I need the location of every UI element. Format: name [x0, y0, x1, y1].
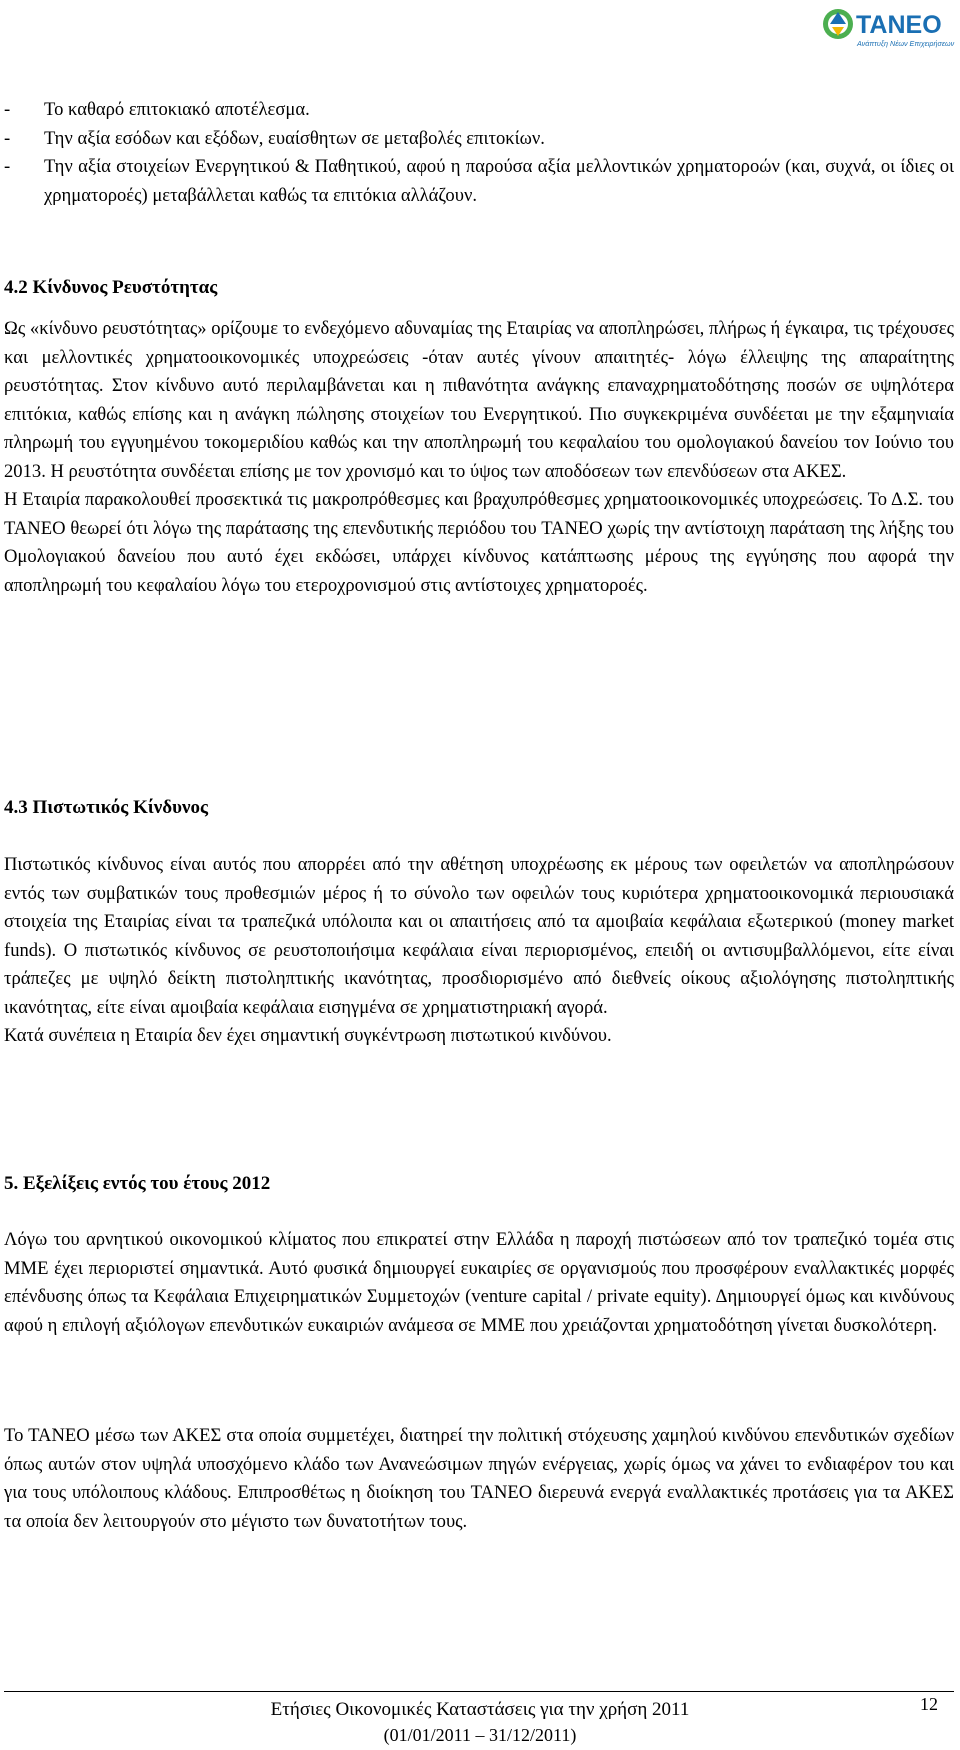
intro-bullet-list	[4, 96, 954, 210]
bullet-item	[4, 125, 954, 154]
paragraph: Πιστωτικός κίνδυνος είναι αυτός που απορρέει από την αθέτηση υποχρέωσης εκ μέρους των οφειλετών να αποπληρώσουν εντός των συμβατικών τους προθεσμιών μέρος ή το σύνολο των οφειλών τους κυριότερα χρηματοοικονομικά περιουσιακά στοιχεία της Εταιρίας είναι τα τραπεζικά υπόλοιπα και οι απαιτήσεις από τα αμοιβαία κεφάλαια εξωτερικού (money market funds). Ο πιστωτικός κίνδυνος σε ρευστοποιήσιμα κεφάλαια είναι περιορισμένος, επειδή οι αντισυμβαλλόμενοι, είτε είναι τράπεζες με υψηλό δείκτη πιστοληπτικής ικανότητας, προσδιορισμένο από διεθνείς οίκους αξιολόγησης πιστοληπτικής ικανότητας, είτε είναι αμοιβαία κεφάλαια εισηγμένα σε χρηματιστηριακή αγορά.	[4, 854, 954, 1018]
logo-tagline: Ανάπτυξη Νέων Επιχειρήσεων	[857, 39, 955, 48]
paragraph: Κατά συνέπεια η Εταιρία δεν έχει σημαντική συγκέντρωση πιστωτικού κινδύνου.	[4, 1025, 612, 1046]
bullet-item	[4, 96, 954, 125]
section-body-5-second	[4, 1422, 954, 1536]
footer-divider	[4, 1691, 954, 1692]
logo-text: TANEO	[856, 11, 942, 39]
paragraph: Η Εταιρία παρακολουθεί προσεκτικά τις μακροπρόθεσμες και βραχυπρόθεσμες χρηματοοικονομικές υποχρεώσεις. Το Δ.Σ. του ΤΑΝΕΟ θεωρεί ότι λόγω της παράτασης της επενδυτικής περιόδου του ΤΑΝΕΟ χωρίς την αντίστοιχη παράταση της λήξης του Ομολογιακού δανείου που αυτό έχει εκδώσει, υπάρχει κίνδυνος κατάπτωσης μέρους της εγγύησης που αφορά την αποπληρωμή του κεφαλαίου λόγω του ετεροχρονισμού στις αντίστοιχες χρηματοροές.	[4, 489, 954, 596]
paragraph: Το ΤΑΝΕΟ μέσω των ΑΚΕΣ στα οποία συμμετέχει, διατηρεί την πολιτική στόχευσης χαμηλού κινδύνου επενδυτικών σχεδίων όπως αυτών στον υψηλά υποσχόμενο κλάδο των Ανανεώσιμων πηγών ενέργειας, χωρίς όμως να χάνει το ενδιαφέρον του και για τους υπόλοιπους κλάδους. Επιπροσθέτως η διοίκηση του ΤΑΝΕΟ διερευνά ενεργά εναλλακτικές προτάσεις για τα ΑΚΕΣ τα οποία δεν λειτουργούν στο μέγιστο των δυνατοτήτων τους.	[4, 1425, 954, 1532]
bullet-text: Το καθαρό επιτοκιακό αποτέλεσμα.	[44, 99, 310, 120]
page-number: 12	[920, 1694, 938, 1714]
section-body-4-3	[4, 851, 954, 1051]
paragraph: Λόγω του αρνητικού οικονομικού κλίματος που επικρατεί στην Ελλάδα η παροχή πιστώσεων από τον τραπεζικό τομέα στις ΜΜΕ έχει περιοριστεί σημαντικά. Αυτό φυσικά δημιουργεί ευκαιρίες σε οργανισμούς που προσφέρουν εναλλακτικές μορφές επένδυσης όπως τα Κεφάλαια Επιχειρηματικών Συμμετοχών (venture capital / private equity). Δημιουργεί όμως και κινδύνους αφού η επιλογή αξιόλογων επενδυτικών ευκαιριών ανάμεσα σε ΜΜΕ που χρειάζονται χρηματοδότηση γίνεται δυσκολότερη.	[4, 1229, 954, 1336]
taneo-logo	[816, 0, 955, 52]
section-heading-5: 5. Εξελίξεις εντός του έτους 2012	[4, 1173, 271, 1194]
paragraph: Ως «κίνδυνο ρευστότητας» ορίζουμε το ενδεχόμενο αδυναμίας της Εταιρίας να αποπληρώσει, πλήρως ή έγκαιρα, τις τρέχουσες και μελλοντικές χρηματοοικονομικές υποχρεώσεις -όταν αυτές γίνουν απαιτητές- λόγω έλλειψης της απαραίτητης ρευστότητας. Στον κίνδυνο αυτό περιλαμβάνεται και η πιθανότητα ανάγκης επαναχρηματοδότησης ποσών σε υψηλότερα επιτόκια, καθώς επίσης και η ανάγκη πώλησης στοιχείων του Ενεργητικού. Πιο συγκεκριμένα συνδέεται με την εξαμηνιαία πληρωμή του εγγυημένου τοκομεριδίου καθώς και την αποπληρωμή του κεφαλαίου του ομολογιακού δανείου τον Ιούνιο του 2013. Η ρευστότητα συνδέεται επίσης με τον χρονισμό και το ύψος των αποδόσεων των επενδύσεων στα ΑΚΕΣ.	[4, 318, 954, 482]
bullet-dash: -	[4, 156, 11, 177]
bullet-item	[4, 153, 954, 210]
section-body-5	[4, 1226, 954, 1340]
footer-period: (01/01/2011 – 31/12/2011)	[383, 1725, 577, 1745]
section-heading-4-2: 4.2 Κίνδυνος Ρευστότητας	[4, 277, 218, 298]
section-heading-4-3: 4.3 Πιστωτικός Κίνδυνος	[4, 797, 208, 818]
bullet-text: Την αξία εσόδων και εξόδων, ευαίσθητων σε μεταβολές επιτοκίων.	[44, 127, 545, 149]
section-body-4-2	[4, 315, 954, 600]
bullet-dash: -	[4, 127, 11, 149]
bullet-text: Την αξία στοιχείων Ενεργητικού & Παθητικού, αφού η παρούσα αξία μελλοντικών χρηματοροών (και, συχνά, οι ίδιες οι χρηματοροές) μεταβάλλεται καθώς τα επιτόκια αλλάζουν.	[44, 156, 954, 206]
footer-title: Ετήσιες Οικονομικές Καταστάσεις για την χρήση 2011	[270, 1699, 690, 1720]
bullet-dash: -	[4, 99, 11, 120]
logo-emblem-icon	[823, 9, 853, 39]
